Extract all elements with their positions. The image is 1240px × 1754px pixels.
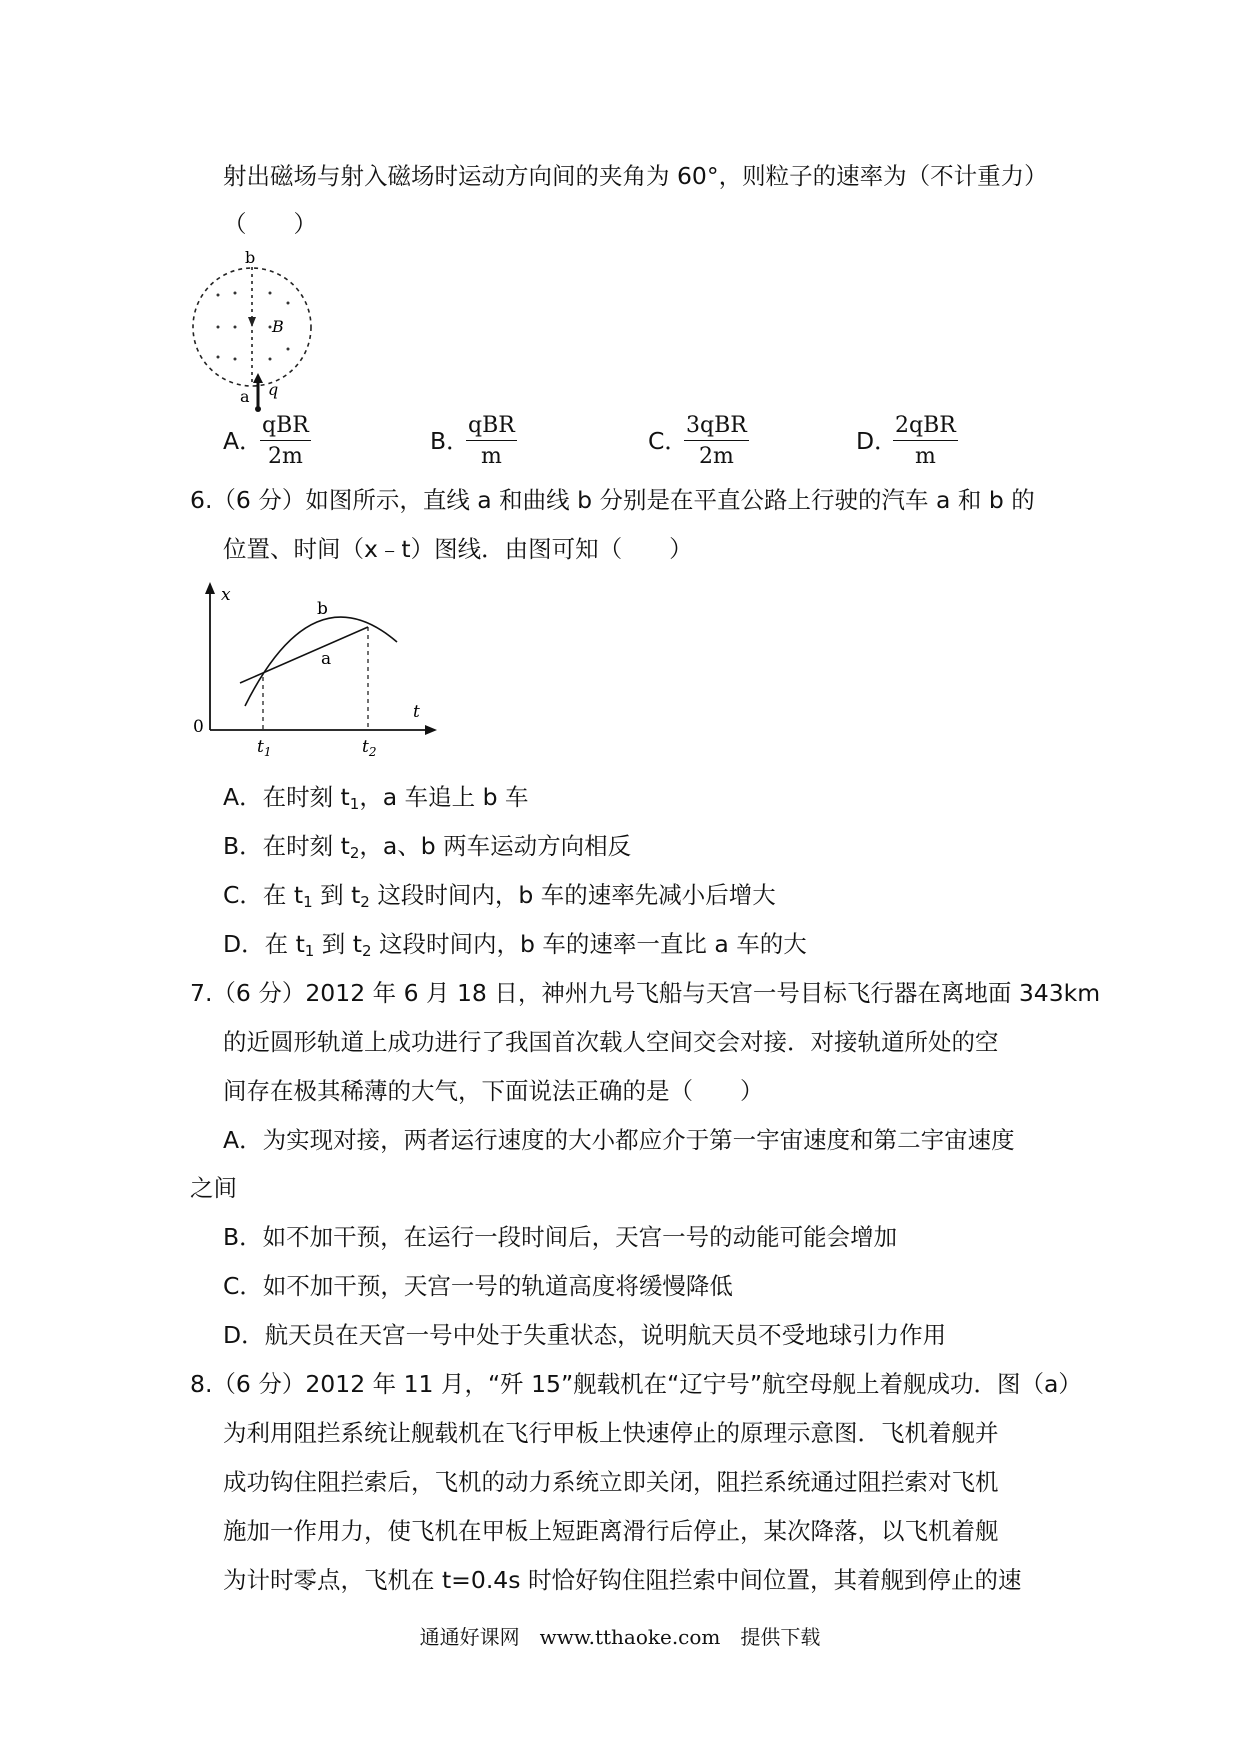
- page-footer: 通通好课网 www.tthaoke.com 提供下载: [419, 1625, 821, 1649]
- q6-option-d: [223, 928, 807, 960]
- option-text: D．在 t: [223, 930, 305, 958]
- q5-line1: 射出磁场与射入磁场时运动方向间的夹角为 60°，则粒子的速率为（不计重力）: [223, 162, 1048, 190]
- label-q: q: [268, 380, 279, 399]
- q7-line3: 间存在极其稀薄的大气，下面说法正确的是（ ）: [223, 1077, 764, 1105]
- subscript: 1: [349, 795, 360, 813]
- q5-option-d-fraction: [893, 413, 958, 469]
- t2-symbol: t: [362, 737, 369, 757]
- q6-option-c: [223, 879, 776, 911]
- fraction-numerator: qBR: [260, 413, 311, 441]
- fraction-numerator: 3qBR: [684, 413, 749, 441]
- option-text: 这段时间内，b 车的速率一直比 a 车的大: [371, 930, 807, 958]
- option-text: ，a、b 两车运动方向相反: [359, 832, 632, 860]
- label-a: a: [240, 387, 250, 406]
- tick-label-t2: [362, 737, 376, 759]
- curve-label-b: b: [317, 599, 328, 619]
- subscript: 2: [349, 844, 360, 862]
- fraction-denominator: 2m: [698, 444, 734, 469]
- q5-option-b-fraction: [466, 413, 517, 469]
- t1-subscript: 1: [263, 745, 272, 759]
- q6-option-a: [223, 781, 529, 813]
- q8-line3: 成功钩住阻拦索后，飞机的动力系统立即关闭，阻拦系统通过阻拦索对飞机: [223, 1468, 999, 1496]
- option-text: 这段时间内，b 车的速率先减小后增大: [369, 881, 776, 909]
- q8-line5: 为计时零点，飞机在 t=0.4s 时恰好钩住阻拦索中间位置，其着舰到停止的速: [223, 1566, 1022, 1594]
- label-b: b: [245, 248, 256, 267]
- q6-xt-graph: [185, 580, 445, 760]
- q6-option-b: [223, 830, 631, 862]
- subscript: 1: [303, 893, 313, 911]
- option-text: B．在时刻 t: [223, 832, 350, 860]
- q5-option-d-letter: D．: [856, 427, 898, 455]
- q7-option-d: D．航天员在天宫一号中处于失重状态，说明航天员不受地球引力作用: [223, 1321, 947, 1349]
- q5-option-a-letter: A．: [223, 427, 263, 455]
- q8-line4: 施加一作用力，使飞机在甲板上短距离滑行后停止，某次降落，以飞机着舰: [223, 1517, 999, 1545]
- q5-option-c-fraction: [684, 413, 749, 469]
- label-field-B: B: [272, 317, 284, 336]
- subscript: 1: [304, 942, 315, 960]
- q5-option-c-letter: C．: [648, 427, 688, 455]
- q7-option-a-line1: A．为实现对接，两者运行速度的大小都应介于第一宇宙速度和第二宇宙速度: [223, 1126, 1015, 1154]
- option-text: A．在时刻 t: [223, 783, 350, 811]
- tick-label-t1: [257, 737, 271, 759]
- t1-symbol: t: [257, 737, 264, 757]
- fraction-denominator: m: [914, 444, 936, 469]
- q5-option-b-letter: B．: [430, 427, 470, 455]
- axis-label-x: x: [221, 585, 231, 605]
- fraction-denominator: m: [480, 444, 502, 469]
- q5-answer-blank: （ ）: [223, 210, 317, 238]
- q7-option-a-line2: 之间: [190, 1174, 237, 1202]
- subscript: 2: [361, 942, 372, 960]
- q7-line1: 7.（6 分）2012 年 6 月 18 日，神州九号飞船与天宫一号目标飞行器在离地面 343km: [190, 979, 1101, 1007]
- q7-option-c: C．如不加干预，天宫一号的轨道高度将缓慢降低: [223, 1272, 733, 1300]
- subscript: 2: [360, 893, 370, 911]
- fraction-numerator: 2qBR: [893, 413, 958, 441]
- q7-option-b: B．如不加干预，在运行一段时间后，天宫一号的动能可能会增加: [223, 1223, 898, 1251]
- q7-line2: 的近圆形轨道上成功进行了我国首次载人空间交会对接．对接轨道所处的空: [223, 1028, 999, 1056]
- q6-line1: 6.（6 分）如图所示，直线 a 和曲线 b 分别是在平直公路上行驶的汽车 a 和 b 的: [190, 486, 1035, 514]
- q8-line1: 8.（6 分）2012 年 11 月，“歼 15”舰载机在“辽宁号”航空母舰上着舰成功．图（a）: [190, 1370, 1082, 1398]
- q5-magnetic-field-figure: [180, 245, 330, 415]
- line-label-a: a: [321, 649, 332, 669]
- axis-label-t: t: [413, 702, 420, 722]
- option-text: ，a 车追上 b 车: [359, 783, 529, 811]
- option-text: 到 t: [314, 930, 362, 958]
- q6-line2: 位置、时间（x﹣t）图线．由图可知（ ）: [223, 535, 693, 563]
- q5-option-a-fraction: [260, 413, 311, 469]
- origin-label: 0: [193, 717, 204, 737]
- option-text: C．在 t: [223, 881, 304, 909]
- t2-subscript: 2: [368, 745, 377, 759]
- q8-line2: 为利用阻拦系统让舰载机在飞行甲板上快速停止的原理示意图．飞机着舰并: [223, 1419, 999, 1447]
- fraction-denominator: 2m: [267, 444, 303, 469]
- option-text: 到 t: [312, 881, 361, 909]
- fraction-numerator: qBR: [466, 413, 517, 441]
